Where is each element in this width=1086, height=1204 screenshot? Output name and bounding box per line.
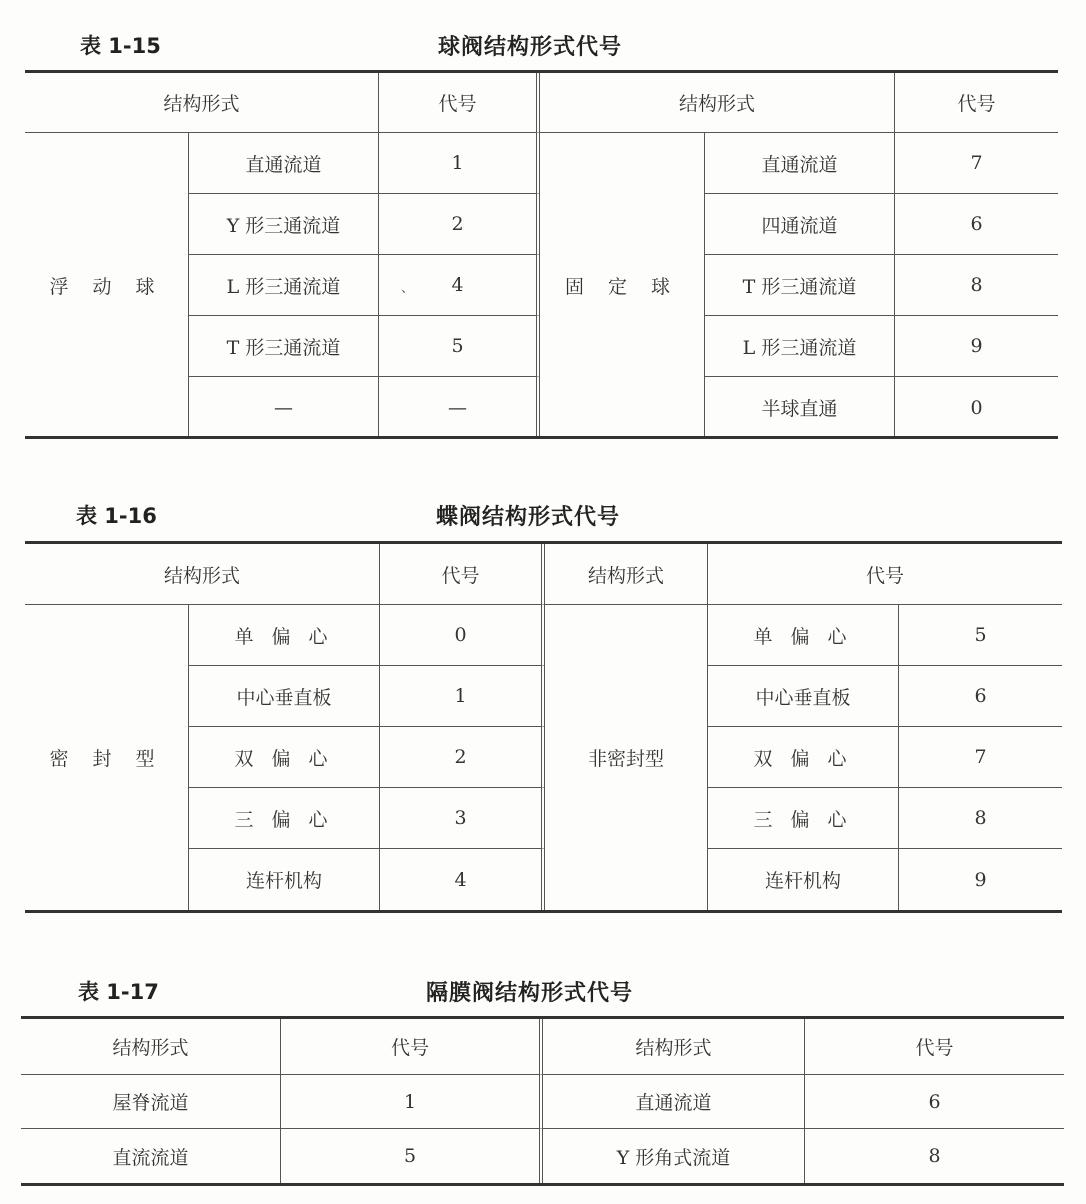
- code-cell: 6: [805, 1075, 1064, 1129]
- code-cell: 8: [895, 255, 1058, 316]
- table-bottom-rule: [21, 1183, 1064, 1186]
- code-cell: 5: [899, 605, 1062, 666]
- group-fixed-ball: 固 定 球: [540, 133, 705, 438]
- code-cell: 7: [895, 133, 1058, 194]
- code-cell: 6: [895, 194, 1058, 255]
- table-1-16: [25, 544, 1062, 910]
- code-cell: 8: [899, 788, 1062, 849]
- code-cell: 5: [281, 1129, 543, 1183]
- header-code: 代号: [379, 73, 540, 133]
- form-cell: 双 偏 心: [708, 727, 899, 788]
- form-cell: L 形三通流道: [189, 255, 379, 316]
- form-cell: 三 偏 心: [189, 788, 380, 849]
- code-cell: 9: [895, 316, 1058, 377]
- form-cell: T 形三通流道: [189, 316, 379, 377]
- table-title: 蝶阀结构形式代号: [436, 505, 621, 530]
- header-code: 代号: [805, 1019, 1064, 1075]
- code-cell: 1: [380, 666, 545, 727]
- code-cell: 7: [899, 727, 1062, 788]
- table-number: 表 1-17: [78, 980, 159, 1004]
- stray-mark: 、: [401, 281, 415, 296]
- code-cell: 3: [380, 788, 545, 849]
- form-cell: 中心垂直板: [708, 666, 899, 727]
- form-cell: 双 偏 心: [189, 727, 380, 788]
- group-floating-ball: 浮 动 球: [25, 133, 189, 438]
- code-cell: 2: [380, 727, 545, 788]
- code-cell: 5: [379, 316, 540, 377]
- table-1-17: [21, 1019, 1064, 1183]
- table-1-15-caption: [0, 30, 1086, 60]
- form-cell: 直通流道: [189, 133, 379, 194]
- code-cell: 9: [974, 868, 987, 891]
- group-sealed-type: 密 封 型: [25, 605, 189, 910]
- header-structure-form: 结构形式: [21, 1019, 281, 1075]
- header-structure-form: 结构形式: [25, 73, 379, 133]
- form-cell: T 形三通流道: [705, 255, 895, 316]
- code-cell: 4: [380, 849, 545, 910]
- table-number: 表 1-16: [76, 504, 157, 528]
- code-cell: 6: [899, 666, 1062, 727]
- form-cell: —: [189, 377, 379, 438]
- code-cell: 0: [970, 396, 983, 419]
- header-code: 代号: [708, 544, 1062, 605]
- form-cell: 三 偏 心: [708, 788, 899, 849]
- table-bottom-rule: [25, 436, 1058, 439]
- table-bottom-rule: [25, 910, 1062, 913]
- header-structure-form: 结构形式: [543, 1019, 805, 1075]
- form-cell: 屋脊流道: [21, 1075, 281, 1129]
- code-value: 4: [451, 274, 464, 296]
- header-structure-form: 结构形式: [545, 544, 708, 605]
- header-structure-form: 结构形式: [540, 73, 895, 133]
- code-cell: 2: [379, 194, 540, 255]
- code-cell: 1: [379, 133, 540, 194]
- form-cell: Y 形角式流道: [543, 1129, 805, 1183]
- table-1-17-caption: [0, 976, 1086, 1006]
- form-cell: 单 偏 心: [189, 605, 380, 666]
- header-code: 代号: [895, 73, 1058, 133]
- code-cell: 8: [928, 1145, 941, 1167]
- table-1-15: [25, 73, 1058, 436]
- header-structure-form: 结构形式: [25, 544, 380, 605]
- table-title: 球阀结构形式代号: [438, 35, 623, 60]
- table-1-16-caption: [0, 500, 1086, 530]
- code-cell: [379, 255, 540, 316]
- form-cell: 单 偏 心: [708, 605, 899, 666]
- code-cell: 1: [281, 1075, 543, 1129]
- form-cell: 直通流道: [705, 133, 895, 194]
- header-code: 代号: [281, 1019, 543, 1075]
- form-cell: 连杆机构: [708, 849, 899, 910]
- form-cell: L 形三通流道: [705, 316, 895, 377]
- form-cell: 直流流道: [21, 1129, 281, 1183]
- form-cell: 四通流道: [705, 194, 895, 255]
- form-cell: 连杆机构: [189, 849, 380, 910]
- table-number: 表 1-15: [80, 34, 161, 58]
- group-unsealed-type: 非密封型: [545, 605, 708, 910]
- table-title: 隔膜阀结构形式代号: [426, 981, 634, 1006]
- code-cell: —: [379, 377, 540, 438]
- form-cell: 半球直通: [705, 377, 895, 438]
- header-code: 代号: [380, 544, 545, 605]
- form-cell: Y 形三通流道: [189, 194, 379, 255]
- form-cell: 中心垂直板: [189, 666, 380, 727]
- code-cell: 0: [380, 605, 545, 666]
- form-cell: 直通流道: [543, 1075, 805, 1129]
